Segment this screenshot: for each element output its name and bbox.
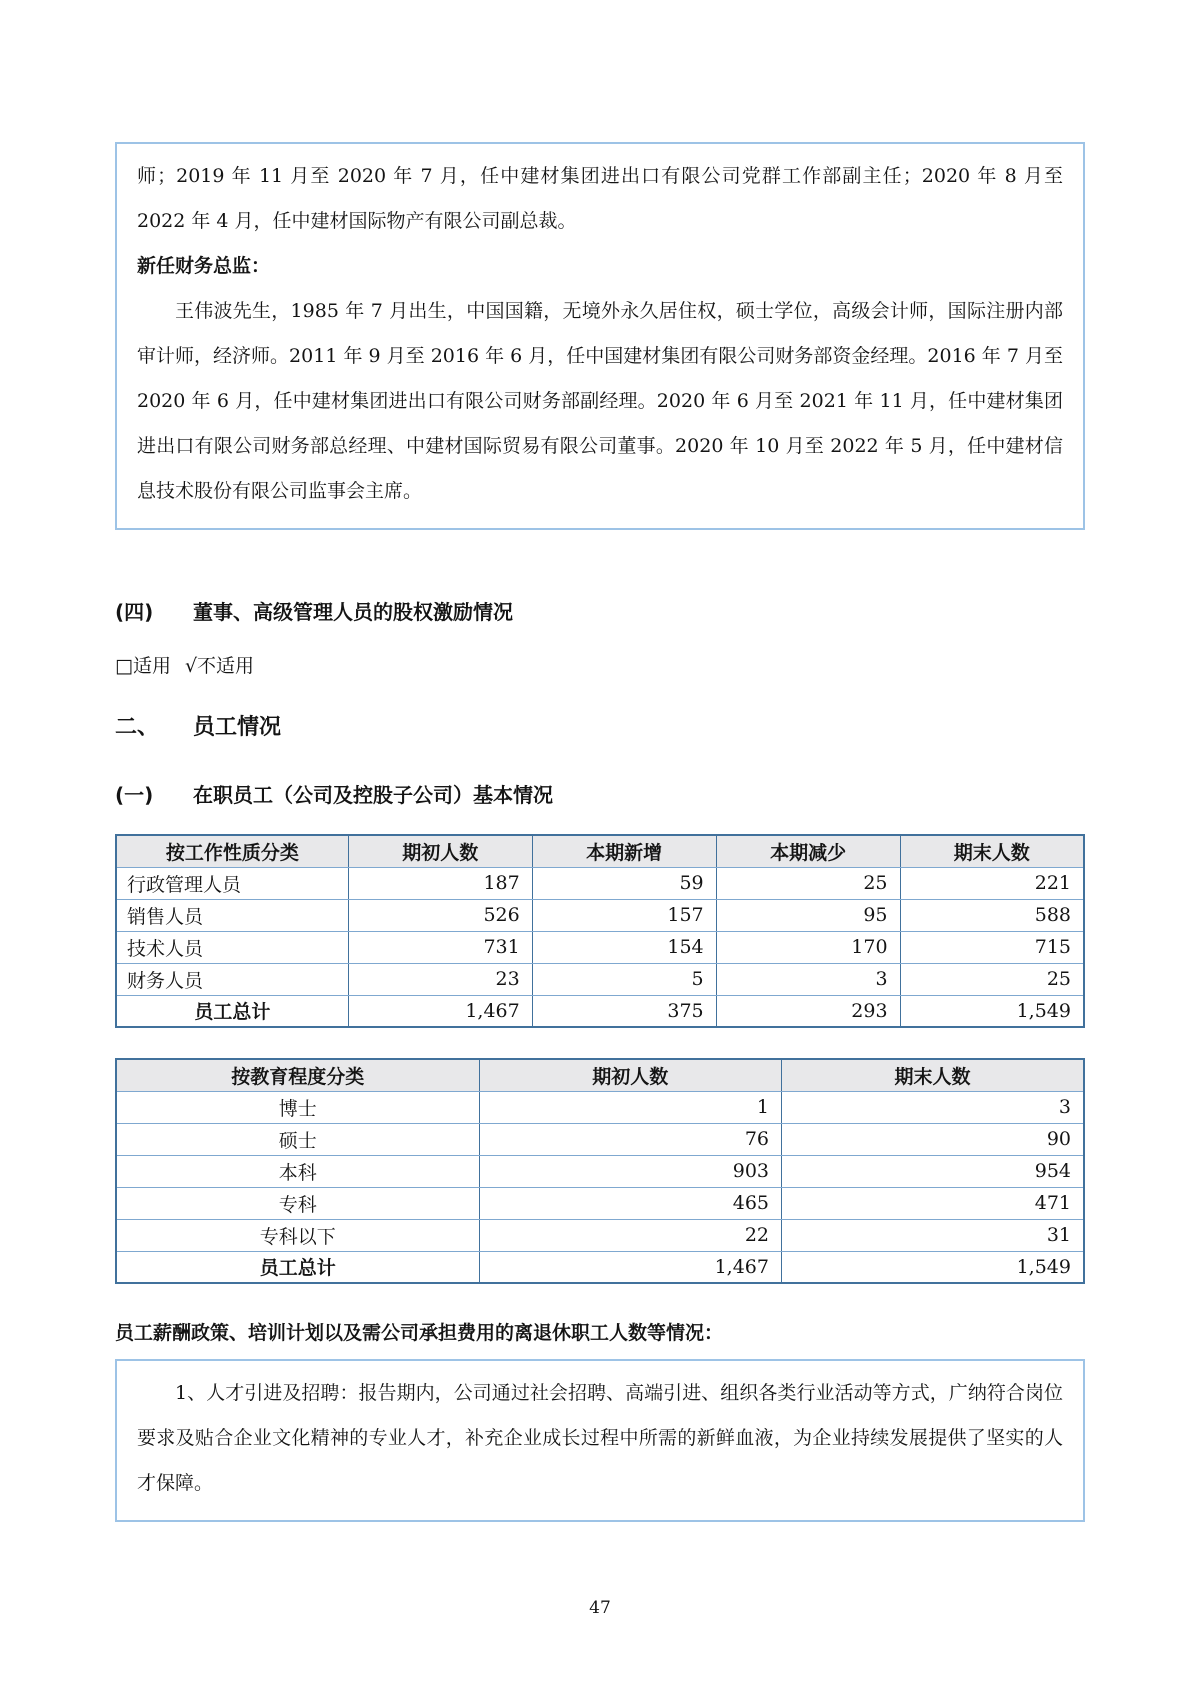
table1-total-label: 员工总计 xyxy=(116,995,348,1027)
page-number: 47 xyxy=(589,1598,611,1618)
table-row xyxy=(116,931,1084,963)
table1-cell-value: 526 xyxy=(348,899,532,931)
table1-cell-label: 行政管理人员 xyxy=(116,867,348,899)
table2-total-value: 1,549 xyxy=(782,1251,1085,1283)
section-2-title: 员工情况 xyxy=(193,715,282,740)
table2-cell-label: 专科以下 xyxy=(116,1219,479,1251)
cfo-bio-paragraph: 王伟波先生，1985 年 7 月出生，中国国籍，无境外永久居住权，硕士学位，高级会计师，国际注册内部审计师，经济师。2011 年 9 月至 2016 年 6 月，任中国建材集团有限公司财务部资金经理。2016 年 7 月至 2020 年 6 月，任中建材集团进出口有限公司财务部副经理。2020 年 6 月至 2021 年 11 月，任中建材集团进出口有限公司财务部总经理、中建材国际贸易有限公司董事。2020 年 10 月至 2022 年 5 月，任中建材信息技术股份有限公司监事会主席。 xyxy=(137,300,1063,502)
table1-cell-label: 财务人员 xyxy=(116,963,348,995)
table1-cell-value: 5 xyxy=(532,963,716,995)
table-row xyxy=(116,1187,1084,1219)
table1-header-added: 本期新增 xyxy=(532,835,716,867)
table1-cell-value: 157 xyxy=(532,899,716,931)
table2-cell-label: 专科 xyxy=(116,1187,479,1219)
table-total-row xyxy=(116,1251,1084,1283)
section-2-1-heading xyxy=(115,779,1085,808)
table2-cell-label: 硕士 xyxy=(116,1123,479,1155)
salary-policy-heading: 员工薪酬政策、培训计划以及需公司承担费用的离退休职工人数等情况： xyxy=(115,1322,724,1344)
table2-cell-value: 954 xyxy=(782,1155,1085,1187)
employees-by-education-table xyxy=(115,1058,1085,1284)
table1-cell-value: 59 xyxy=(532,867,716,899)
table2-cell-value: 903 xyxy=(479,1155,782,1187)
table-row xyxy=(116,1123,1084,1155)
table1-cell-label: 技术人员 xyxy=(116,931,348,963)
table-row xyxy=(116,963,1084,995)
applicability-line xyxy=(115,651,1085,678)
table2-cell-value: 471 xyxy=(782,1187,1085,1219)
table1-cell-value: 187 xyxy=(348,867,532,899)
table1-total-value: 1,467 xyxy=(348,995,532,1027)
table2-total-label: 员工总计 xyxy=(116,1251,479,1283)
table1-header-row xyxy=(116,835,1084,867)
table2-cell-value: 31 xyxy=(782,1219,1085,1251)
table2-cell-value: 465 xyxy=(479,1187,782,1219)
section-2-heading xyxy=(115,710,1085,741)
table1-cell-value: 170 xyxy=(716,931,900,963)
table1-cell-value: 731 xyxy=(348,931,532,963)
table-total-row xyxy=(116,995,1084,1027)
table1-cell-value: 715 xyxy=(900,931,1084,963)
table2-cell-value: 90 xyxy=(782,1123,1085,1155)
table1-header-reduced: 本期减少 xyxy=(716,835,900,867)
new-cfo-subheading: 新任财务总监： xyxy=(137,255,271,277)
table2-total-value: 1,467 xyxy=(479,1251,782,1283)
section-2-1-number: (一) xyxy=(115,783,154,807)
table2-cell-value: 76 xyxy=(479,1123,782,1155)
table1-total-value: 293 xyxy=(716,995,900,1027)
table1-cell-value: 154 xyxy=(532,931,716,963)
bio-textbox xyxy=(115,142,1085,530)
talent-recruitment-textbox xyxy=(115,1359,1085,1522)
table-row xyxy=(116,1155,1084,1187)
table1-cell-value: 3 xyxy=(716,963,900,995)
table1-total-value: 1,549 xyxy=(900,995,1084,1027)
table1-cell-value: 588 xyxy=(900,899,1084,931)
table2-header-end-count: 期末人数 xyxy=(782,1059,1085,1091)
employees-by-job-type-table xyxy=(115,834,1085,1028)
table1-cell-value: 23 xyxy=(348,963,532,995)
table1-total-value: 375 xyxy=(532,995,716,1027)
document-page xyxy=(115,0,1085,1618)
table1-header-end-count: 期末人数 xyxy=(900,835,1084,867)
table1-cell-value: 95 xyxy=(716,899,900,931)
checkmark-not-applicable: √不适用 xyxy=(184,655,255,677)
table1-cell-value: 25 xyxy=(716,867,900,899)
table2-cell-label: 本科 xyxy=(116,1155,479,1187)
checkbox-applicable: □适用 xyxy=(115,655,171,677)
table1-header-category: 按工作性质分类 xyxy=(116,835,348,867)
table2-header-row xyxy=(116,1059,1084,1091)
table2-cell-value: 22 xyxy=(479,1219,782,1251)
table1-cell-value: 25 xyxy=(900,963,1084,995)
bio-paragraph-continuation: 师；2019 年 11 月至 2020 年 7 月，任中建材集团进出口有限公司党群工作部副主任；2020 年 8 月至 2022 年 4 月，任中建材国际物产有限公司副总裁。 xyxy=(137,165,1063,232)
section-2-1-title: 在职员工（公司及控股子公司）基本情况 xyxy=(193,783,553,807)
table1-header-begin-count: 期初人数 xyxy=(348,835,532,867)
table2-header-begin-count: 期初人数 xyxy=(479,1059,782,1091)
table2-header-category: 按教育程度分类 xyxy=(116,1059,479,1091)
table2-cell-value: 1 xyxy=(479,1091,782,1123)
section-4-title: 董事、高级管理人员的股权激励情况 xyxy=(193,600,513,624)
table2-cell-value: 3 xyxy=(782,1091,1085,1123)
table-row xyxy=(116,1091,1084,1123)
table-row xyxy=(116,899,1084,931)
section-4-number: (四) xyxy=(115,600,154,624)
table1-cell-label: 销售人员 xyxy=(116,899,348,931)
table1-cell-value: 221 xyxy=(900,867,1084,899)
table2-cell-label: 博士 xyxy=(116,1091,479,1123)
section-2-number: 二、 xyxy=(115,715,160,740)
table-row xyxy=(116,1219,1084,1251)
talent-recruitment-paragraph: 1、人才引进及招聘：报告期内，公司通过社会招聘、高端引进、组织各类行业活动等方式，广纳符合岗位要求及贴合企业文化精神的专业人才，补充企业成长过程中所需的新鲜血液，为企业持续发展提供了坚实的人才保障。 xyxy=(137,1382,1063,1494)
table-row xyxy=(116,867,1084,899)
section-4-heading xyxy=(115,596,1085,625)
